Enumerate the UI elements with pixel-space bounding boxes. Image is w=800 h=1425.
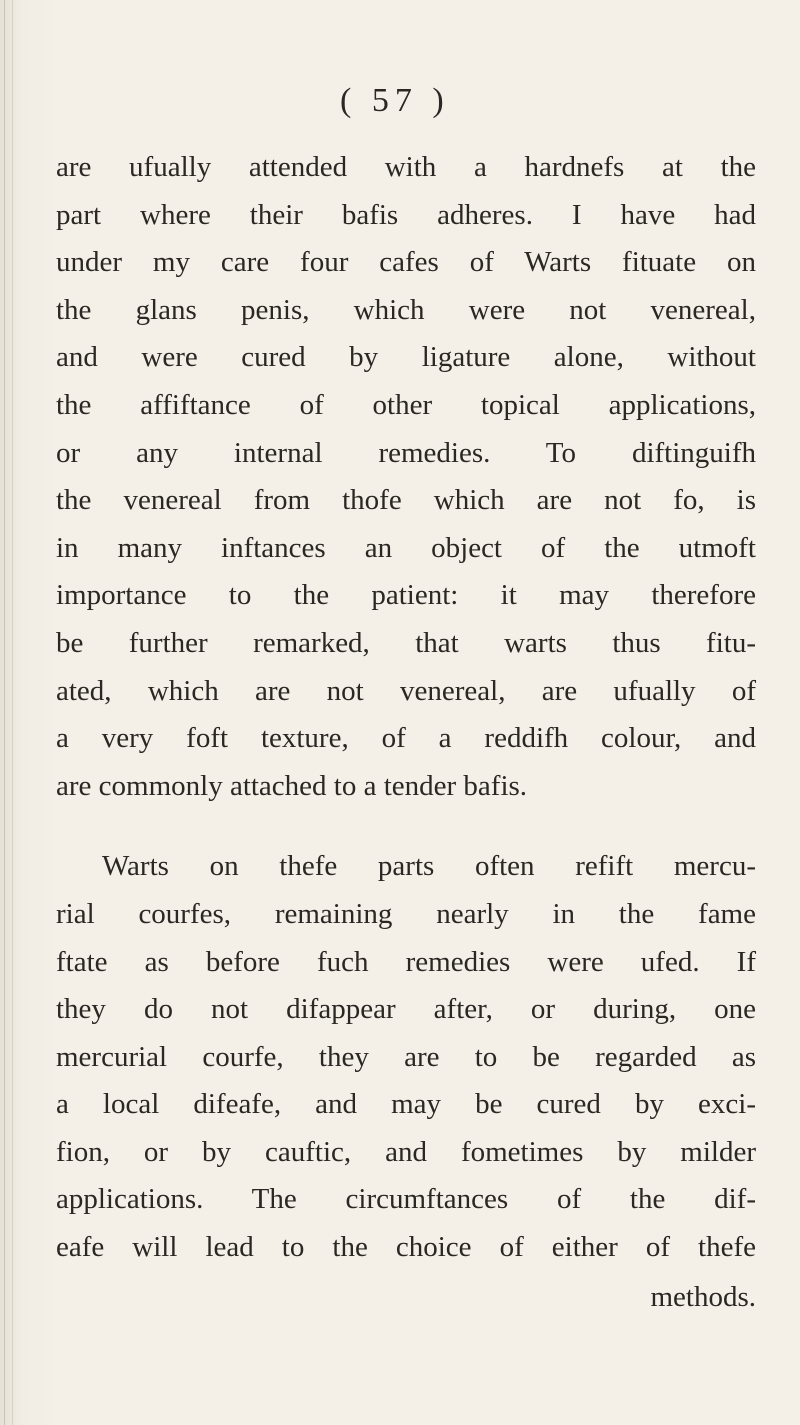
text-line: fion, or by cauftic, and fometimes by milder: [56, 1135, 756, 1168]
text-line: mercurial courfe, they are to be regarded as: [56, 1040, 756, 1073]
text-line: Warts on thefe parts often refift mercu-: [102, 850, 756, 883]
text-line: the venereal from thofe which are not fo, is: [56, 484, 756, 517]
text-line: rial courfes, remaining nearly in the fame: [56, 897, 756, 930]
text-line: they do not difappear after, or during, one: [56, 993, 756, 1026]
text-line: a local difeafe, and may be cured by exci-: [56, 1088, 756, 1121]
text-line: or any internal remedies. To diftinguifh: [56, 436, 756, 469]
text-line: in many inftances an object of the utmoft: [56, 531, 756, 564]
text-line: part where their bafis adheres. I have had: [56, 198, 756, 231]
text-line: ftate as before fuch remedies were ufed. If: [56, 945, 756, 978]
paragraph-gap: [56, 810, 756, 843]
text-line: importance to the patient: it may therefore: [56, 579, 756, 612]
paragraph-2: [56, 843, 756, 1271]
page-number-header: ( 57 ): [340, 82, 450, 119]
text-line: the affiftance of other topical applications,: [56, 388, 756, 421]
text-line: eafe will lead to the choice of either of thefe: [56, 1231, 756, 1264]
text-line: the glans penis, which were not venereal,: [56, 293, 756, 326]
body-text: [56, 144, 756, 1321]
text-line: and were cured by ligature alone, without: [56, 341, 756, 374]
gutter-edge-inner: [12, 0, 13, 1425]
gutter-edge: [4, 0, 5, 1425]
text-line: are ufually attended with a hardnefs at the: [56, 151, 756, 183]
paragraph-1: [56, 144, 756, 810]
text-line: are commonly attached to a tender bafis.: [56, 769, 528, 802]
text-line: a very foft texture, of a reddifh colour, and: [56, 722, 756, 755]
text-line: ated, which are not venereal, are ufually of: [56, 674, 756, 707]
catchword: methods.: [650, 1280, 756, 1313]
text-line: under my care four cafes of Warts fituate on: [56, 246, 756, 279]
text-line: be further remarked, that warts thus fitu-: [56, 626, 756, 659]
text-line: applications. The circumftances of the dif-: [56, 1183, 756, 1216]
